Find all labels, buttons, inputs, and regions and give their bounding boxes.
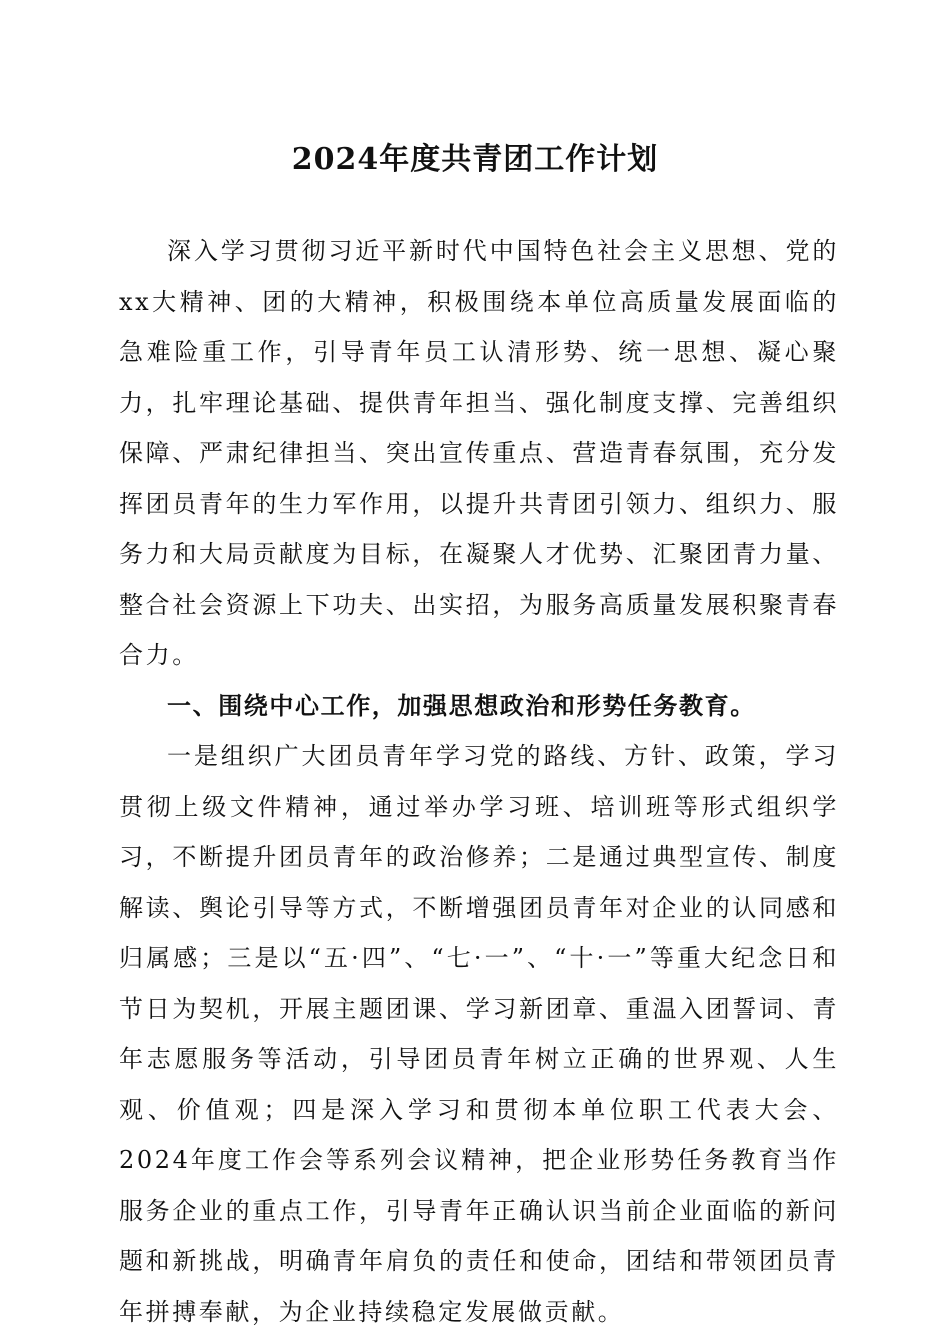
document-body bbox=[119, 226, 839, 1337]
section-1-paragraph: 一是组织广大团员青年学习党的路线、方针、政策，学习贯彻上级文件精神，通过举办学习班、培训班等形式组织学习，不断提升团员青年的政治修养；二是通过典型宣传、制度解读、舆论引导等方式，不断增强团员青年对企业的认同感和归属感；三是以“五·四”、“七·一”、“十·一”等重大纪念日和节日为契机，开展主题团课、学习新团章、重温入团誓词、青年志愿服务等活动，引导团员青年树立正确的世界观、人生观、价值观；四是深入学习和贯彻本单位职工代表大会、2024年度工作会等系列会议精神，把企业形势任务教育当作服务企业的重点工作，引导青年正确认识当前企业面临的新问题和新挑战，明确青年肩负的责任和使命，团结和带领团员青年拼搏奉献，为企业持续稳定发展做贡献。 bbox=[119, 742, 839, 1326]
section-1-heading: 一、围绕中心工作，加强思想政治和形势任务教育。 bbox=[167, 691, 756, 720]
document-title: 2024年度共青团工作计划 bbox=[291, 142, 659, 177]
intro-paragraph: 深入学习贯彻习近平新时代中国特色社会主义思想、党的xx大精神、团的大精神，积极围绕本单位高质量发展面临的急难险重工作，引导青年员工认清形势、统一思想、凝心聚力，扎牢理论基础、提供青年担当、强化制度支撑、完善组织保障、严肃纪律担当、突出宣传重点、营造青春氛围，充分发挥团员青年的生力军作用，以提升共青团引领力、组织力、服务力和大局贡献度为目标，在凝聚人才优势、汇聚团青力量、整合社会资源上下功夫、出实招，为服务高质量发展积聚青春合力。 bbox=[119, 237, 839, 669]
